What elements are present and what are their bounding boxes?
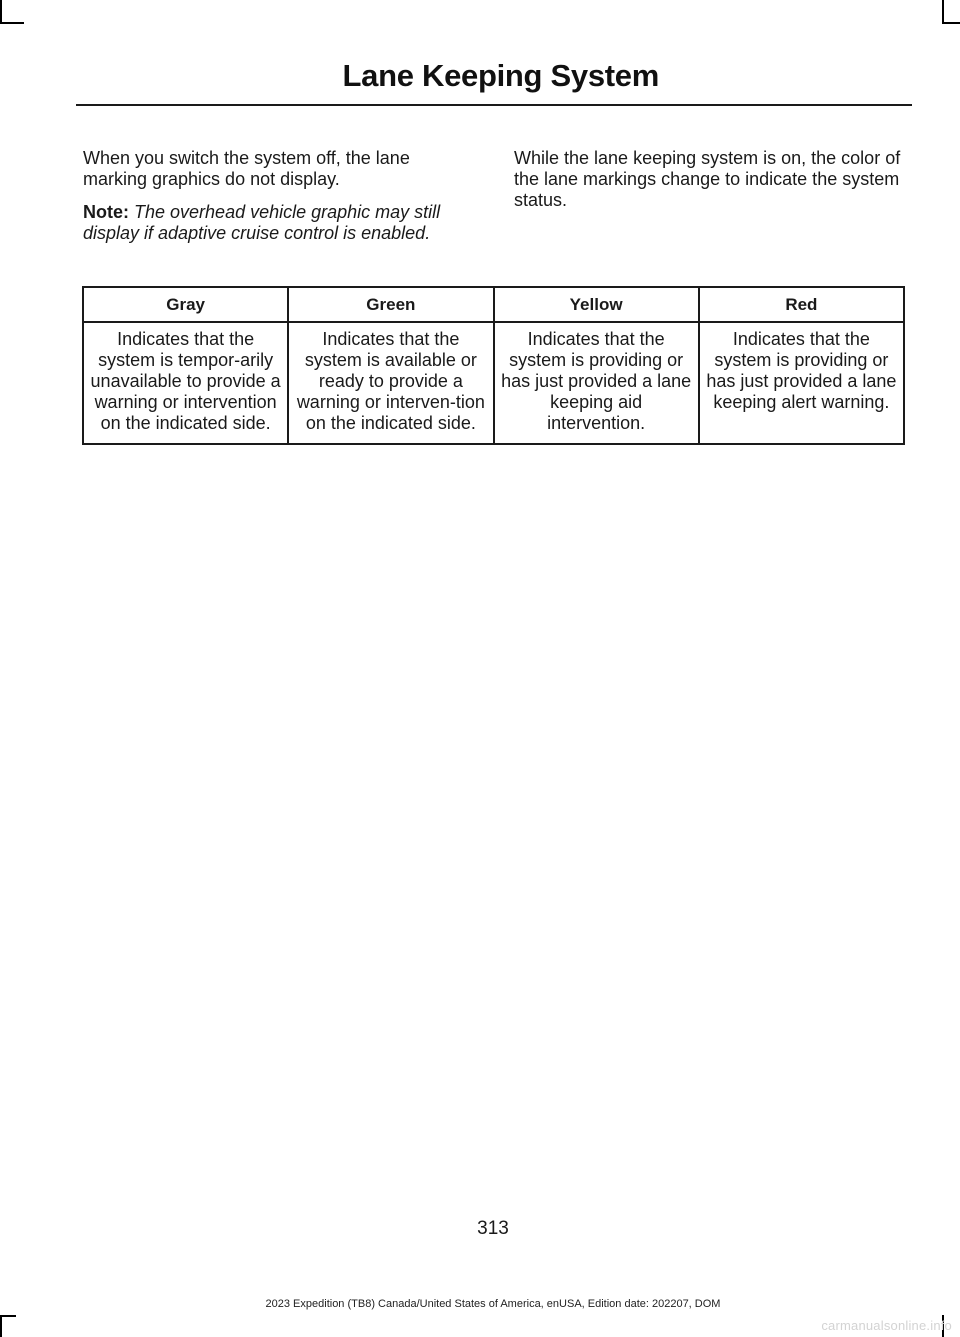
right-column — [514, 148, 906, 223]
header-green: Green — [288, 287, 493, 322]
lane-marking-color-table — [82, 286, 905, 445]
title-divider — [76, 104, 912, 106]
crop-mark-top-right-horizontal — [942, 22, 960, 24]
table-header-row — [83, 287, 904, 322]
cell-gray-description: Indicates that the system is tempor-arily unavailable to provide a warning or intervention on the indicated side. — [83, 322, 288, 444]
crop-mark-top-left — [0, 0, 2, 24]
page-number: 313 — [477, 1218, 509, 1239]
crop-mark-bottom-left-horizontal — [0, 1315, 16, 1317]
note-paragraph — [83, 202, 478, 244]
left-column — [83, 148, 478, 256]
body-paragraph-switch-off: When you switch the system off, the lane marking graphics do not display. — [83, 148, 410, 189]
crop-mark-top-right — [942, 0, 944, 24]
header-yellow: Yellow — [494, 287, 699, 322]
body-paragraph-lane-marking-colors: While the lane keeping system is on, the color of the lane markings change to indicate the system status. — [514, 148, 901, 210]
crop-mark-bottom-left — [0, 1315, 2, 1337]
note-text: The overhead vehicle graphic may still display if adaptive cruise control is enabled. — [83, 202, 441, 243]
note-label: Note: — [83, 202, 129, 222]
header-red: Red — [699, 287, 904, 322]
watermark: carmanualsonline.info — [821, 1318, 952, 1333]
table-row — [83, 322, 904, 444]
crop-mark-top-left-horizontal — [0, 22, 24, 24]
page-title: Lane Keeping System — [342, 58, 659, 93]
header-gray: Gray — [83, 287, 288, 322]
cell-yellow-description: Indicates that the system is providing or has just provided a lane keeping aid intervention. — [494, 322, 699, 444]
cell-red-description: Indicates that the system is providing or has just provided a lane keeping alert warning. — [699, 322, 904, 444]
cell-green-description: Indicates that the system is available or ready to provide a warning or interven-tion on the indicated side. — [288, 322, 493, 444]
edition-footer: 2023 Expedition (TB8) Canada/United States of America, enUSA, Edition date: 202207, DOM — [265, 1298, 721, 1310]
